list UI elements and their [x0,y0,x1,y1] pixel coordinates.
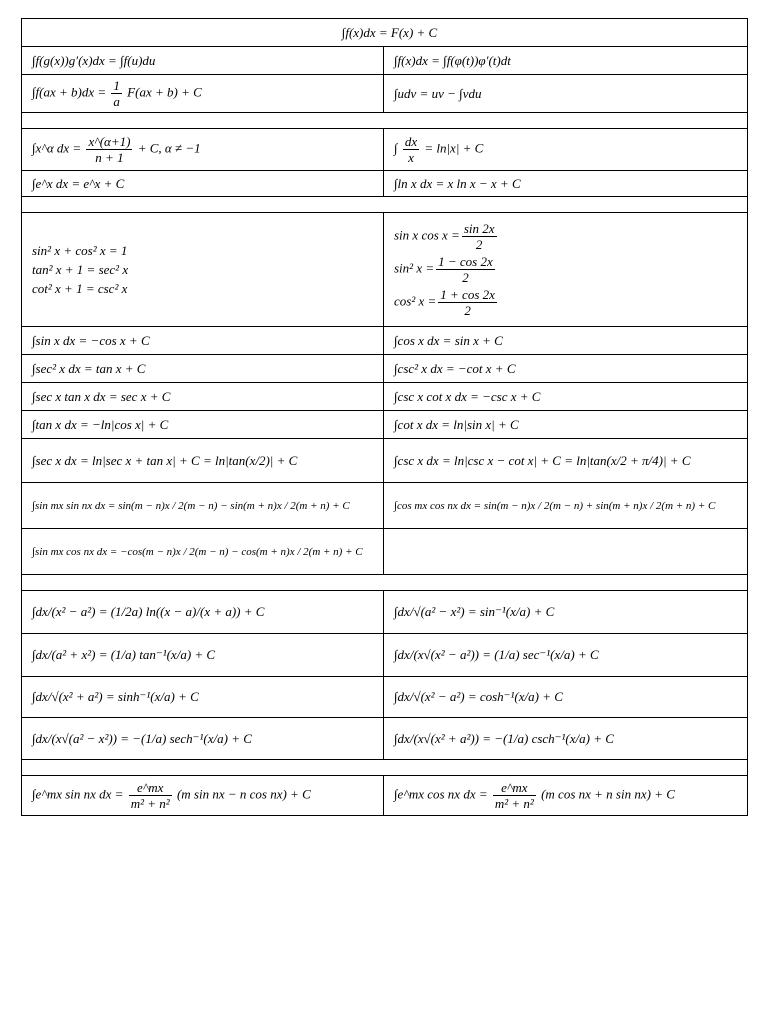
formula-sin-cos: ∫sin mx cos nx dx = −cos(m − n)x / 2(m − n) − cos(m + n)x / 2(m + n) + C [22,529,384,575]
formula-cos-cos: ∫cos mx cos nx dx = sin(m − n)x / 2(m − n) + sin(m + n)x / 2(m + n) + C [384,483,748,529]
formula-arcsin: ∫dx/√(a² − x²) = sin⁻¹(x/a) + C [384,591,748,634]
spacer-cell [22,575,748,591]
fraction [403,134,419,165]
numerator: e^mx [493,780,536,796]
formula-csc: ∫csc x dx = ln|csc x − cot x| + C = ln|tan(x/2 + π/4)| + C [384,439,748,483]
formula-sin-sin: ∫sin mx sin nx dx = sin(m − n)x / 2(m − n) − sin(m + n)x / 2(m + n) + C [22,483,384,529]
identity: tan² x + 1 = sec² x [32,262,129,277]
formula-arcosh: ∫dx/√(x² − a²) = cosh⁻¹(x/a) + C [384,677,748,718]
denominator: m² + n² [130,796,170,811]
formula-sec-squared: ∫sec² x dx = tan x + C [22,355,384,383]
spacer-row [22,113,748,129]
identity: sin² x + cos² x = 1 [32,243,128,258]
table-row [22,776,748,816]
formula-cot: ∫cot x dx = ln|sin x| + C [384,411,748,439]
empty-cell [384,529,748,575]
denominator: 2 [462,270,469,285]
formula-csc-squared: ∫csc² x dx = −cot x + C [384,355,748,383]
spacer-cell [22,760,748,776]
table-row [22,171,748,197]
formula-arsech: ∫dx/(x√(a² − x²)) = −(1/a) sech⁻¹(x/a) + C [22,718,384,760]
formula-change-of-variable: ∫f(x)dx = ∫f(φ(t))φ′(t)dt [384,47,748,75]
numerator: 1 − cos 2x [438,254,493,269]
identity: cot² x + 1 = csc² x [32,281,128,296]
spacer-cell [22,113,748,129]
table-row [22,677,748,718]
identity [394,287,747,318]
table-row [22,529,748,575]
formula-csc-cot: ∫csc x cot x dx = −csc x + C [384,383,748,411]
table-row [22,439,748,483]
formula-arctan: ∫dx/(a² + x²) = (1/a) tan⁻¹(x/a) + C [22,634,384,677]
denominator: m² + n² [494,796,534,811]
fraction [436,254,495,285]
header-formula: ∫f(x)dx = F(x) + C [22,19,748,47]
formula-part: (m sin nx − n cos nx) + C [176,786,311,802]
denominator: a [113,94,120,109]
formula-part: sin² x = [394,260,435,276]
table-row [22,19,748,47]
table-row [22,213,748,327]
fraction [111,78,122,109]
numerator: sin 2x [463,221,495,236]
table-row [22,634,748,677]
table-row [22,483,748,529]
spacer-cell [22,197,748,213]
formula-exp-sin [22,776,384,816]
formula-part: F(ax + b) + C [127,84,202,100]
formula-logarithm: ∫ln x dx = x ln x − x + C [384,171,748,197]
table-row [22,355,748,383]
formula-arsinh: ∫dx/√(x² + a²) = sinh⁻¹(x/a) + C [22,677,384,718]
numerator: 1 [113,78,120,93]
formula-part: ∫e^mx sin nx dx = [32,786,124,802]
formula-part: cos² x = [394,293,437,309]
double-angle-identities [384,213,748,327]
fraction [493,780,536,811]
integral-formula-table [21,18,748,816]
formula-linear-argument [22,75,384,113]
fraction [462,221,497,252]
formula-part: ∫x^α dx = [32,140,82,156]
formula-arcsec: ∫dx/(x√(x² − a²)) = (1/a) sec⁻¹(x/a) + C [384,634,748,677]
formula-arcsch: ∫dx/(x√(x² + a²)) = −(1/a) csch⁻¹(x/a) + C [384,718,748,760]
formula-substitution: ∫f(g(x))g′(x)dx = ∫f(u)du [22,47,384,75]
formula-integration-by-parts: ∫udv = uv − ∫vdu [384,75,748,113]
formula-part: ∫f(ax + b)dx = [32,84,107,100]
formula-cos: ∫cos x dx = sin x + C [384,327,748,355]
denominator: n + 1 [95,150,124,165]
formula-exp-cos [384,776,748,816]
identity [394,254,747,285]
pythagorean-identities [22,213,384,327]
formula-part: ∫e^mx cos nx dx = [394,786,488,802]
spacer-row [22,197,748,213]
formula-log-difference: ∫dx/(x² − a²) = (1/2a) ln((x − a)/(x + a)) + C [22,591,384,634]
table-row [22,327,748,355]
denominator: 2 [475,237,483,252]
fraction [86,134,132,165]
fraction [438,287,497,318]
formula-part: = ln|x| + C [424,140,484,156]
formula-part: ∫ [394,140,398,156]
table-row [22,129,748,171]
numerator: e^mx [129,780,172,796]
formula-sin: ∫sin x dx = −cos x + C [22,327,384,355]
denominator: 2 [464,303,471,318]
identity [394,221,747,252]
formula-part: sin x cos x = [394,227,460,243]
numerator: x^(α+1) [88,134,131,149]
table-row [22,411,748,439]
formula-power-rule [22,129,384,171]
denominator: x [408,150,414,165]
formula-reciprocal [384,129,748,171]
table-row [22,591,748,634]
formula-sec-tan: ∫sec x tan x dx = sec x + C [22,383,384,411]
table-row [22,383,748,411]
formula-exponential: ∫e^x dx = e^x + C [22,171,384,197]
table-row [22,47,748,75]
formula-part: (m cos nx + n sin nx) + C [541,786,675,802]
table-row [22,75,748,113]
formula-part: + C, α ≠ −1 [137,140,201,156]
formula-tan: ∫tan x dx = −ln|cos x| + C [22,411,384,439]
spacer-row [22,760,748,776]
numerator: dx [404,134,418,149]
spacer-row [22,575,748,591]
formula-sec: ∫sec x dx = ln|sec x + tan x| + C = ln|tan(x/2)| + C [22,439,384,483]
numerator: 1 + cos 2x [440,287,495,302]
table-row [22,718,748,760]
fraction [129,780,172,811]
